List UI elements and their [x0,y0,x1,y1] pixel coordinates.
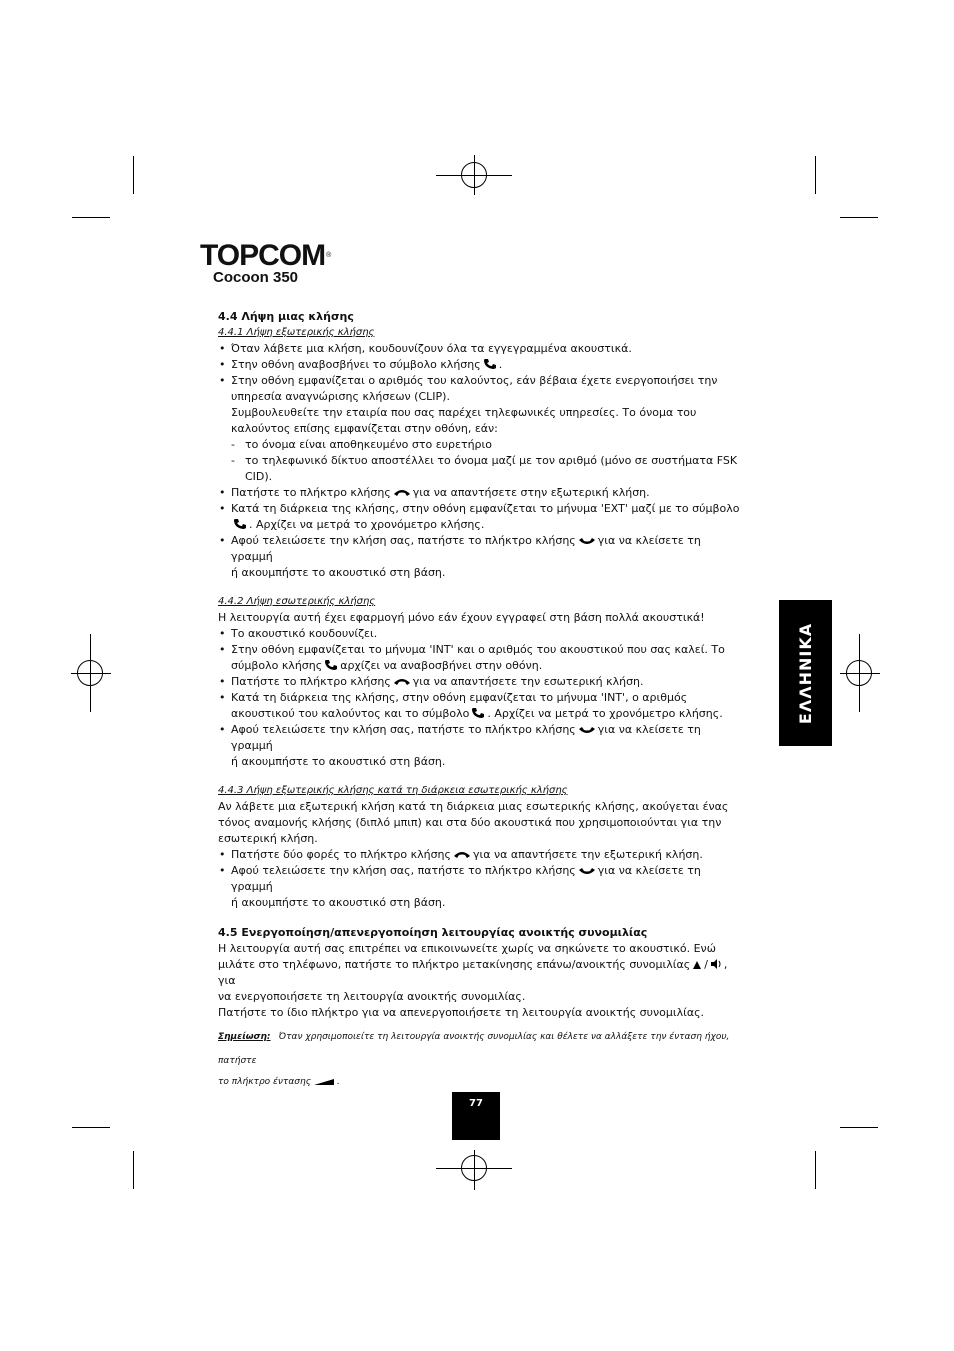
list-item: • Στην οθόνη εμφανίζεται το μήνυμα 'INT' και ο αριθμός του ακουστικού που σας καλεί. Το [218,642,746,658]
paragraph: μιλάτε στο τηλέφωνο, πατήστε το πλήκτρο μετακίνησης επάνω/ανοικτής συνομιλίας / , για [218,958,728,987]
paragraph: Αν λάβετε μια εξωτερική κλήση κατά τη διάρκεια μιας εσωτερικής κλήσης, ακούγεται ένας [218,800,729,813]
list-item: • Πατήστε δύο φορές το πλήκτρο κλήσης για να απαντήσετε την εξωτερική κλήση. [218,847,746,863]
brand-name: TOPCOM [200,239,326,272]
list-item: • Το ακουστικό κουδουνίζει. [218,626,746,642]
list-item-cont: CID). [245,470,273,483]
subsection-title: 4.4.1 Λήψη εξωτερικής κλήσης [218,327,375,338]
subsection-title: 4.4.2 Λήψη εσωτερικής κλήσης [218,596,376,607]
registration-circle [77,660,103,686]
handset-icon [483,358,497,370]
volume-icon [313,1078,335,1086]
list-item: • Αφού τελειώσετε την κλήση σας, πατήστε το πλήκτρο κλήσης για να κλείσετε τη γραμμή [218,722,746,754]
list-item-cont: υπηρεσία αναγνώρισης κλήσεων (CLIP). [231,390,450,403]
crop-mark [133,1151,134,1189]
registered-mark: ® [326,252,331,259]
list-item-cont: ή ακουμπήστε το ακουστικό στη βάση. [231,896,446,909]
section-title: 4.5 Ενεργοποίηση/απενεργοποίηση λειτουργίας ανοικτής συνομιλίας [218,926,648,939]
registration-circle [461,1155,487,1181]
hangup-key-icon [578,536,596,546]
main-content [218,309,746,1091]
crop-mark [133,156,134,194]
list-item: • Κατά τη διάρκεια της κλήσης, στην οθόνη εμφανίζεται το μήνυμα 'EXT' μαζί με το σύμβολο [218,501,746,517]
paragraph: να ενεργοποιήσετε τη λειτουργία ανοικτής συνομιλίας. [218,990,526,1003]
registration-circle [461,162,487,188]
sub-list-item: - το τηλεφωνικό δίκτυο αποστέλλει το όνομα μαζί με τον αριθμό (μόνο σε συστήματα FSK [218,453,746,469]
list-item-cont: ακουστικού του καλούντος και το σύμβολο . Αρχίζει να μετρά το χρονόμετρο κλήσης. [231,707,723,720]
list-item: • Αφού τελειώσετε την κλήση σας, πατήστε το πλήκτρο κλήσης για να κλείσετε τη γραμμή [218,863,746,895]
handset-icon [324,659,338,671]
hangup-key-icon [578,866,596,876]
talk-key-icon [393,677,411,687]
list-item: • Πατήστε το πλήκτρο κλήσης για να απαντήσετε στην εξωτερική κλήση. [218,485,746,501]
model-name: Cocoon 350 [213,269,299,286]
list-item-cont: καλούντος επίσης εμφανίζεται στην οθόνη, εάν: [231,422,498,435]
section-title: 4.4 Λήψη μιας κλήσης [218,310,354,323]
note-text: Όταν χρησιμοποιείτε τη λειτουργία ανοικτής συνομιλίας και θέλετε να αλλάξετε την ένταση ήχου, πατήστε [218,1032,730,1066]
sub-list-item: - το όνομα είναι αποθηκευμένο στο ευρετήριο [218,437,746,453]
paragraph: τόνος αναμονής κλήσης (διπλό μπιπ) και στα δύο ακουστικά που χρησιμοποιούνται για την [218,816,722,829]
list-item: • Στην οθόνη εμφανίζεται ο αριθμός του καλούντος, εάν βέβαια έχετε ενεργοποιήσει την [218,373,746,389]
paragraph: Η λειτουργία αυτή σας επιτρέπει να επικοινωνείτε χωρίς να σηκώνετε το ακουστικό. Ενώ [218,942,716,955]
list-item-cont: σύμβολο κλήσης αρχίζει να αναβοσβήνει στην οθόνη. [231,659,543,672]
list-item-cont: ή ακουμπήστε το ακουστικό στη βάση. [231,566,446,579]
paragraph: Πατήστε το ίδιο πλήκτρο για να απενεργοποιήσετε τη λειτουργία ανοικτής συνομιλίας. [218,1006,705,1019]
page-number: 77 [452,1092,500,1140]
brand-logo [200,240,330,272]
list-item: • Αφού τελειώσετε την κλήση σας, πατήστε το πλήκτρο κλήσης για να κλείσετε τη γραμμή [218,533,746,565]
paragraph: Η λειτουργία αυτή έχει εφαρμογή μόνο εάν έχουν εγγραφεί στη βάση πολλά ακουστικά! [218,611,705,624]
crop-mark [815,1151,816,1189]
talk-key-icon [453,850,471,860]
handset-icon [471,707,485,719]
speaker-icon [710,958,722,970]
hangup-key-icon [578,725,596,735]
note: Σημείωση: Όταν χρησιμοποιείτε τη λειτουργία ανοικτής συνομιλίας και θέλετε να αλλάξετε την ένταση ήχου, πατήστε το πλήκτρο έντασης . [218,1032,730,1087]
list-item: • Κατά τη διάρκεια της κλήσης, στην οθόνη εμφανίζεται το μήνυμα 'INT', ο αριθμός [218,690,746,706]
list-item-cont: Συμβουλευθείτε την εταιρία που σας παρέχει τηλεφωνικές υπηρεσίες. Το όνομα του [231,406,697,419]
subsection-title: 4.4.3 Λήψη εξωτερικής κλήσης κατά τη διάρκεια εσωτερικής κλήσης [218,785,568,796]
crop-mark [72,1127,110,1128]
list-item-cont: . Αρχίζει να μετρά το χρονόμετρο κλήσης. [218,517,746,533]
registration-circle [846,660,872,686]
crop-mark [815,156,816,194]
list-item: • Όταν λάβετε μια κλήση, κουδουνίζουν όλα τα εγγεγραμμένα ακουστικά. [218,341,746,357]
up-arrow-icon [692,960,702,970]
handset-icon [233,518,247,530]
crop-mark [840,217,878,218]
list-item-cont: ή ακουμπήστε το ακουστικό στη βάση. [231,755,446,768]
crop-mark [840,1127,878,1128]
note-label: Σημείωση: [218,1032,271,1042]
list-item: • Πατήστε το πλήκτρο κλήσης για να απαντήσετε την εσωτερική κλήση. [218,674,746,690]
crop-mark [72,217,110,218]
talk-key-icon [393,488,411,498]
language-tab-label: ΕΛΛΗΝΙΚΑ [796,622,815,724]
language-tab [779,600,832,746]
list-item: • Στην οθόνη αναβοσβήνει το σύμβολο κλήσης . [218,357,746,373]
paragraph: εσωτερική κλήση. [218,832,318,845]
